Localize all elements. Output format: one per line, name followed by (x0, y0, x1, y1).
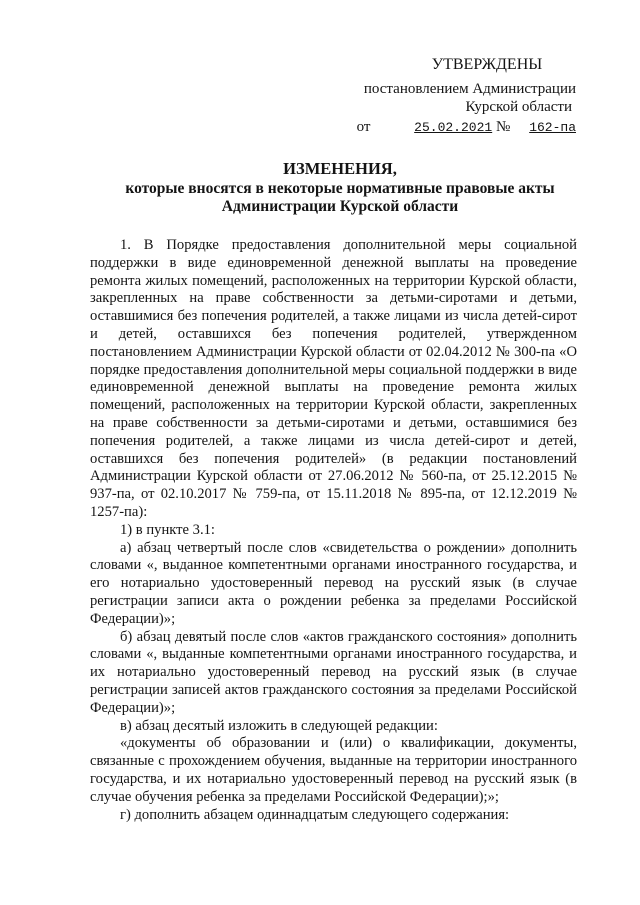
paragraph-3: а) абзац четвертый после слов «свидетельства о рождении» дополнить словами «, выданное компетентными органами иностранного государства, и его нотариально удостоверенный перевод на русский язык (в случае регистрации записи акта о рождении ребенка за пределами Российской Федерации)»; (90, 539, 577, 627)
approval-date-number (352, 118, 592, 137)
paragraph-1: 1. В Порядке предоставления дополнительной меры социальной поддержки в виде единовременной денежной выплаты на проведение ремонта жилых помещений, расположенных на территории Курской области, закрепленных на праве собственности за детьми-сиротами и детьми, оставшимися без попечения родителей, а также лицами из числа детей-сирот и детей, оставшихся без попечения родителей, утвержденном постановлением Администрации Курской области от 02.04.2012 № 300-па «О порядке предоставления дополнительной меры социальной поддержки в виде единовременной денежной выплаты на проведение ремонта жилых помещений, расположенных на территории Курской области, закрепленных на праве собственности за детьми-сиротами и детьми, оставшимися без попечения родителей, а также лицами из числа детей-сирот и детей, оставшихся без попечения родителей» (в редакции постановлений Администрации Курской области от 27.06.2012 № 560-па, от 25.12.2015 № 937-па, от 02.10.2017 № 759-па, от 15.11.2018 № 895-па, от 12.12.2019 № 1257-па): (90, 237, 577, 520)
number-prefix: № (495, 119, 511, 135)
paragraph-5: в) абзац десятый изложить в следующей редакции: (120, 717, 438, 734)
approval-authority: постановлением Администрации (363, 81, 576, 97)
title-heading: ИЗМЕНЕНИЯ, (283, 159, 397, 178)
approval-region: Курской области (465, 99, 572, 115)
title-subtitle-line2: Администрации Курской области (221, 198, 459, 215)
approval-number: 162-па (529, 120, 576, 135)
approval-stamp (352, 56, 592, 137)
document-body (90, 237, 577, 824)
approval-date: 25.02.2021 (414, 120, 493, 135)
date-prefix: от (356, 119, 371, 135)
paragraph-2: 1) в пункте 3.1: (120, 521, 215, 538)
approved-label: УТВЕРЖДЕНЫ (431, 56, 543, 73)
document-title (90, 160, 590, 216)
paragraph-7: г) дополнить абзацем одиннадцатым следующего содержания: (120, 806, 510, 823)
paragraph-4: б) абзац девятый после слов «актов гражданского состояния» дополнить словами «, выданные компетентными органами иностранного государства, и их нотариально удостоверенный перевод на русский язык (в случае регистрации записей актов гражданского состояния за пределами Российской Федерации)»; (90, 628, 577, 716)
title-subtitle-line1: которые вносятся в некоторые нормативные правовые акты (125, 180, 555, 197)
paragraph-6: «документы об образовании и (или) о квалификации, документы, связанные с прохождением обучения, выданные на территории иностранного государства, и их нотариально удостоверенный перевод на русский язык (в случае обучения ребенка за пределами Российской Федерации);»; (90, 735, 577, 805)
